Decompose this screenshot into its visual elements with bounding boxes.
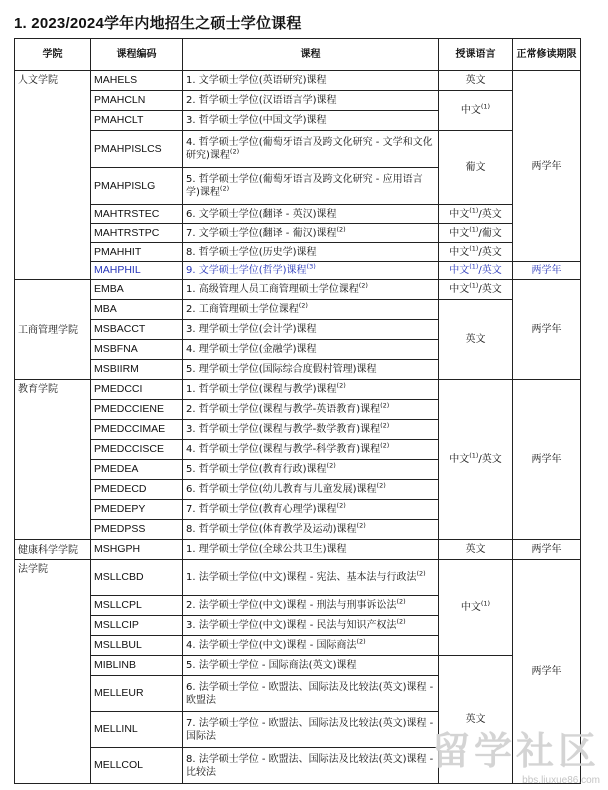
course-code: MAHELS [91, 71, 183, 91]
language: 中文$^{(1)}$ [439, 560, 513, 656]
table-row [15, 380, 581, 400]
language: 英文 [439, 540, 513, 560]
course-code: MELLCOL [91, 748, 183, 784]
duration: 两学年 [513, 540, 581, 560]
course-code: MELLINL [91, 712, 183, 748]
programs-table [14, 38, 581, 784]
course-name: 1. 哲学硕士学位(课程与教学)课程$^{(2)}$ [183, 380, 439, 400]
course-code: PMEDCCISCE [91, 440, 183, 460]
course-name: 8. 哲学硕士学位(历史学)课程 [183, 243, 439, 262]
course-code: PMAHPISLG [91, 168, 183, 205]
course-name: 2. 工商管理硕士学位课程$^{(2)}$ [183, 300, 439, 320]
course-name: 1. 文学硕士学位(英语研究)课程 [183, 71, 439, 91]
school-law: 法学院 [15, 560, 91, 784]
duration: 两学年 [513, 560, 581, 784]
table-row [15, 560, 581, 596]
course-code: PMAHPISLCS [91, 131, 183, 168]
course-name: 4. 理学硕士学位(金融学)课程 [183, 340, 439, 360]
table-row [15, 656, 581, 676]
course-code: MAHTRSTEC [91, 205, 183, 224]
course-name: 2. 哲学硕士学位(课程与教学-英语教育)课程$^{(2)}$ [183, 400, 439, 420]
course-code: PMEDEA [91, 460, 183, 480]
table-row [15, 205, 581, 224]
course-code: MSBFNA [91, 340, 183, 360]
course-name: 6. 文学硕士学位(翻译 - 英汉)课程 [183, 205, 439, 224]
school-arts: 人文学院 [15, 71, 91, 280]
duration: 两学年 [513, 262, 581, 280]
course-name: 7. 法学硕士学位 - 欧盟法、国际法及比较法(英文)课程 - 国际法 [183, 712, 439, 748]
course-code: MIBLINB [91, 656, 183, 676]
duration: 两学年 [513, 280, 581, 380]
table-row [15, 224, 581, 243]
course-name: 5. 理学硕士学位(国际综合度假村管理)课程 [183, 360, 439, 380]
language: 英文 [439, 71, 513, 91]
course-name: 1. 高级管理人员工商管理硕士学位课程$^{(2)}$ [183, 280, 439, 300]
language: 英文 [439, 300, 513, 380]
course-code: PMEDCCIENE [91, 400, 183, 420]
table-row [15, 131, 581, 168]
course-code: EMBA [91, 280, 183, 300]
duration: 两学年 [513, 71, 581, 262]
course-name: 5. 法学硕士学位 - 国际商法(英文)课程 [183, 656, 439, 676]
course-code: PMEDCCIMAE [91, 420, 183, 440]
language: 英文 [439, 656, 513, 784]
language: 中文$^{(1)}$/英文 [439, 380, 513, 540]
header-course: 课程 [183, 39, 439, 71]
course-code: MAHTRSTPC [91, 224, 183, 243]
course-code: MSLLBUL [91, 636, 183, 656]
watermark-url: bbs.liuxue86.com [522, 775, 600, 786]
course-name: 4. 法学硕士学位(中文)课程 - 国际商法$^{(2)}$ [183, 636, 439, 656]
course-name: 2. 法学硕士学位(中文)课程 - 刑法与刑事诉讼法$^{(2)}$ [183, 596, 439, 616]
language: 中文$^{(1)}$/英文 [439, 262, 513, 280]
course-name: 4. 哲学硕士学位(课程与教学-科学教育)课程$^{(2)}$ [183, 440, 439, 460]
table-header-row [15, 39, 581, 71]
course-name: 3. 法学硕士学位(中文)课程 - 民法与知识产权法$^{(2)}$ [183, 616, 439, 636]
course-name: 3. 哲学硕士学位(课程与教学-数学教育)课程$^{(2)}$ [183, 420, 439, 440]
course-code: MSLLCPL [91, 596, 183, 616]
course-name: 3. 哲学硕士学位(中国文学)课程 [183, 111, 439, 131]
course-name: 7. 哲学硕士学位(教育心理学)课程$^{(2)}$ [183, 500, 439, 520]
course-code: MSBACCT [91, 320, 183, 340]
course-name: 9. 文学硕士学位(哲学)课程$^{(3)}$ [183, 262, 439, 280]
course-name: 3. 理学硕士学位(会计学)课程 [183, 320, 439, 340]
course-name: 6. 法学硕士学位 - 欧盟法、国际法及比较法(英文)课程 - 欧盟法 [183, 676, 439, 712]
language: 中文$^{(1)}$/英文 [439, 205, 513, 224]
table-row [15, 91, 581, 111]
course-code: PMEDCCI [91, 380, 183, 400]
language: 中文$^{(1)}$/英文 [439, 280, 513, 300]
course-code: PMEDECD [91, 480, 183, 500]
course-code: MELLEUR [91, 676, 183, 712]
table-row [15, 300, 581, 320]
course-name: 8. 哲学硕士学位(体育教学及运动)课程$^{(2)}$ [183, 520, 439, 540]
language: 葡文 [439, 131, 513, 205]
table-row [15, 71, 581, 91]
header-school: 学院 [15, 39, 91, 71]
course-name: 1. 法学硕士学位(中文)课程 - 宪法、基本法与行政法$^{(2)}$ [183, 560, 439, 596]
school-business: 工商管理学院 [15, 280, 91, 380]
table-row-highlighted [15, 262, 581, 280]
course-code: PMEDEPY [91, 500, 183, 520]
course-name: 5. 哲学硕士学位(教育行政)课程$^{(2)}$ [183, 460, 439, 480]
watermark [432, 720, 600, 786]
header-duration: 正常修读期限 [513, 39, 581, 71]
course-code: PMAHCLT [91, 111, 183, 131]
course-code: MAHPHIL [91, 262, 183, 280]
course-code: MSBIIRM [91, 360, 183, 380]
course-name: 8. 法学硕士学位 - 欧盟法、国际法及比较法(英文)课程 - 比较法 [183, 748, 439, 784]
course-code: PMEDPSS [91, 520, 183, 540]
course-name: 4. 哲学硕士学位(葡萄牙语言及跨文化研究 - 文学和文化研究)课程$^{(2)}$ [183, 131, 439, 168]
course-code: MSHGPH [91, 540, 183, 560]
page-title: 1. 2023/2024学年内地招生之硕士学位课程 [14, 15, 302, 32]
language: 中文$^{(1)}$ [439, 91, 513, 131]
table-row [15, 243, 581, 262]
header-language: 授课语言 [439, 39, 513, 71]
course-name: 5. 哲学硕士学位(葡萄牙语言及跨文化研究 - 应用语言学)课程$^{(2)}$ [183, 168, 439, 205]
watermark-logo-text: 留学社区 [431, 731, 600, 773]
duration: 两学年 [513, 380, 581, 540]
course-name: 2. 哲学硕士学位(汉语语言学)课程 [183, 91, 439, 111]
school-health: 健康科学学院 [15, 540, 91, 560]
course-name: 1. 理学硕士学位(全球公共卫生)课程 [183, 540, 439, 560]
table-row [15, 280, 581, 300]
school-education: 教育学院 [15, 380, 91, 540]
course-name: 6. 哲学硕士学位(幼儿教育与儿童发展)课程$^{(2)}$ [183, 480, 439, 500]
header-code: 课程编码 [91, 39, 183, 71]
course-code: PMAHCLN [91, 91, 183, 111]
course-code: MBA [91, 300, 183, 320]
course-code: MSLLCBD [91, 560, 183, 596]
course-code: PMAHHIT [91, 243, 183, 262]
language: 中文$^{(1)}$/葡文 [439, 224, 513, 243]
course-name: 7. 文学硕士学位(翻译 - 葡汉)课程$^{(2)}$ [183, 224, 439, 243]
language: 中文$^{(1)}$/英文 [439, 243, 513, 262]
table-row [15, 540, 581, 560]
course-code: MSLLCIP [91, 616, 183, 636]
